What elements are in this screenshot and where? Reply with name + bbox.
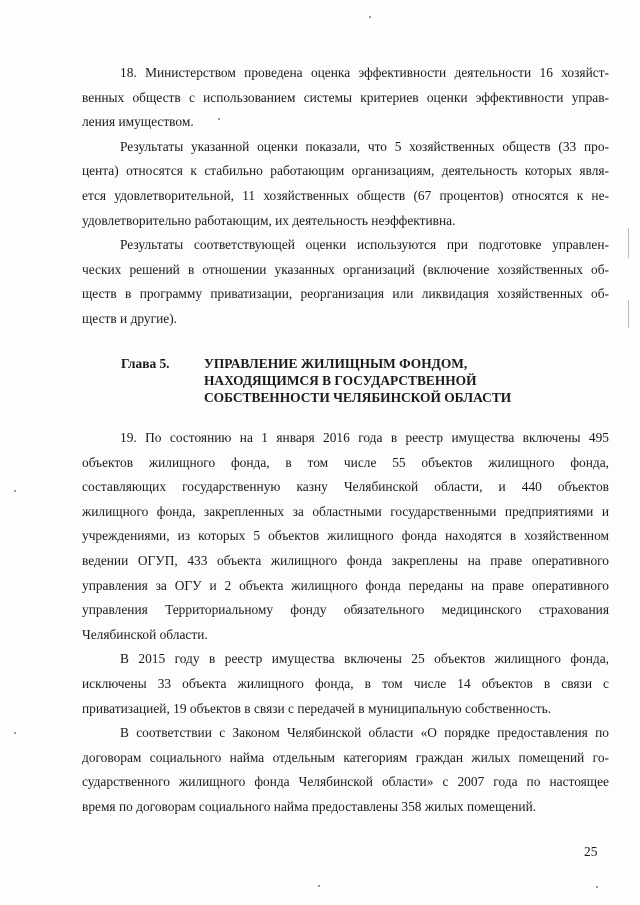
text-line: исключены 33 объекта жилищного фонда, в том числе 14 объектов в связи с	[82, 675, 609, 691]
text-line: 18. Министерством проведена оценка эффективности деятельности 16 хозяйст-	[120, 65, 609, 80]
text-line: договорам социального найма отдельным категориям граждан жилых помещений го-	[82, 749, 609, 765]
text-line: ществ и другие).	[82, 310, 178, 326]
text-line: Результаты указанной оценки показали, что 5 хозяйственных обществ (33 про-	[120, 138, 609, 154]
text-line: управления за ОГУ и 2 объекта жилищного фонда переданы на праве оперативного	[82, 577, 609, 593]
text-line: объектов жилищного фонда, в том числе 55 объектов жилищного фонда,	[82, 454, 609, 470]
text-line: ведении ОГУП, 433 объекта жилищного фонда закреплены на праве оперативного	[82, 552, 609, 568]
text-line: сударственного жилищного фонда Челябинской области» с 2007 года по настоящее	[82, 774, 609, 790]
scan-speck	[596, 886, 598, 888]
text-line: удовлетворительно работающим, их деятельность неэффективна.	[82, 212, 456, 228]
text-line: приватизацией, 19 объектов в связи с передачей в муниципальную собственность.	[82, 700, 552, 716]
text-line: 19. По состоянию на 1 января 2016 года в реестр имущества включены 495	[120, 430, 609, 445]
scan-speck	[14, 490, 16, 492]
scan-speck	[218, 118, 220, 120]
chapter-label: Глава 5.	[121, 356, 170, 371]
text-line: ческих решений в отношении указанных организаций (включение хозяйственных об-	[82, 261, 609, 277]
chapter-title-line: СОБСТВЕННОСТИ ЧЕЛЯБИНСКОЙ ОБЛАСТИ	[204, 390, 512, 405]
scan-edge-mark	[628, 228, 629, 258]
section-19-text	[82, 426, 609, 820]
chapter-title	[204, 355, 564, 406]
text-line: Результаты соответствующей оценки используются при подготовке управлен-	[120, 237, 609, 253]
scan-edge-mark	[628, 300, 629, 328]
section-18-text	[82, 61, 609, 332]
chapter-title-line: НАХОДЯЩИМСЯ В ГОСУДАРСТВЕННОЙ	[204, 373, 477, 388]
text-line: ется удовлетворительной, 11 хозяйственных обществ (67 процентов) относятся к не-	[82, 187, 609, 203]
text-line: В соответствии с Законом Челябинской области «О порядке предоставления по	[120, 725, 609, 741]
text-line: время по договорам социального найма предоставлены 358 жилых помещений.	[82, 798, 537, 814]
text-line: ления имуществом.	[82, 114, 194, 130]
text-line: учреждениями, из которых 5 объектов жилищного фонда находятся в хозяйственном	[82, 528, 609, 544]
text-line: управления Территориальному фонду обязательного медицинского страхования	[82, 602, 609, 618]
scan-speck	[369, 16, 371, 18]
text-line: жилищного фонда, закрепленных за областными государственными предприятиями и	[82, 503, 609, 519]
text-line: составляющих государственную казну Челябинской области, и 440 объектов	[82, 479, 609, 495]
chapter-title-line: УПРАВЛЕНИЕ ЖИЛИЩНЫМ ФОНДОМ,	[204, 356, 468, 371]
text-line: Челябинской области.	[82, 626, 208, 642]
text-line: В 2015 году в реестр имущества включены 25 объектов жилищного фонда,	[120, 651, 609, 667]
text-line: цента) относятся к стабильно работающим организациям, деятельность которых явля-	[82, 163, 609, 179]
scan-speck	[14, 732, 16, 734]
text-line: венных обществ с использованием системы критериев оценки эффективности управ-	[82, 89, 609, 105]
text-line: ществ в программу приватизации, реорганизация или ликвидация хозяйственных об-	[82, 286, 609, 302]
scan-speck	[318, 885, 320, 887]
page-number: 25	[584, 844, 598, 859]
